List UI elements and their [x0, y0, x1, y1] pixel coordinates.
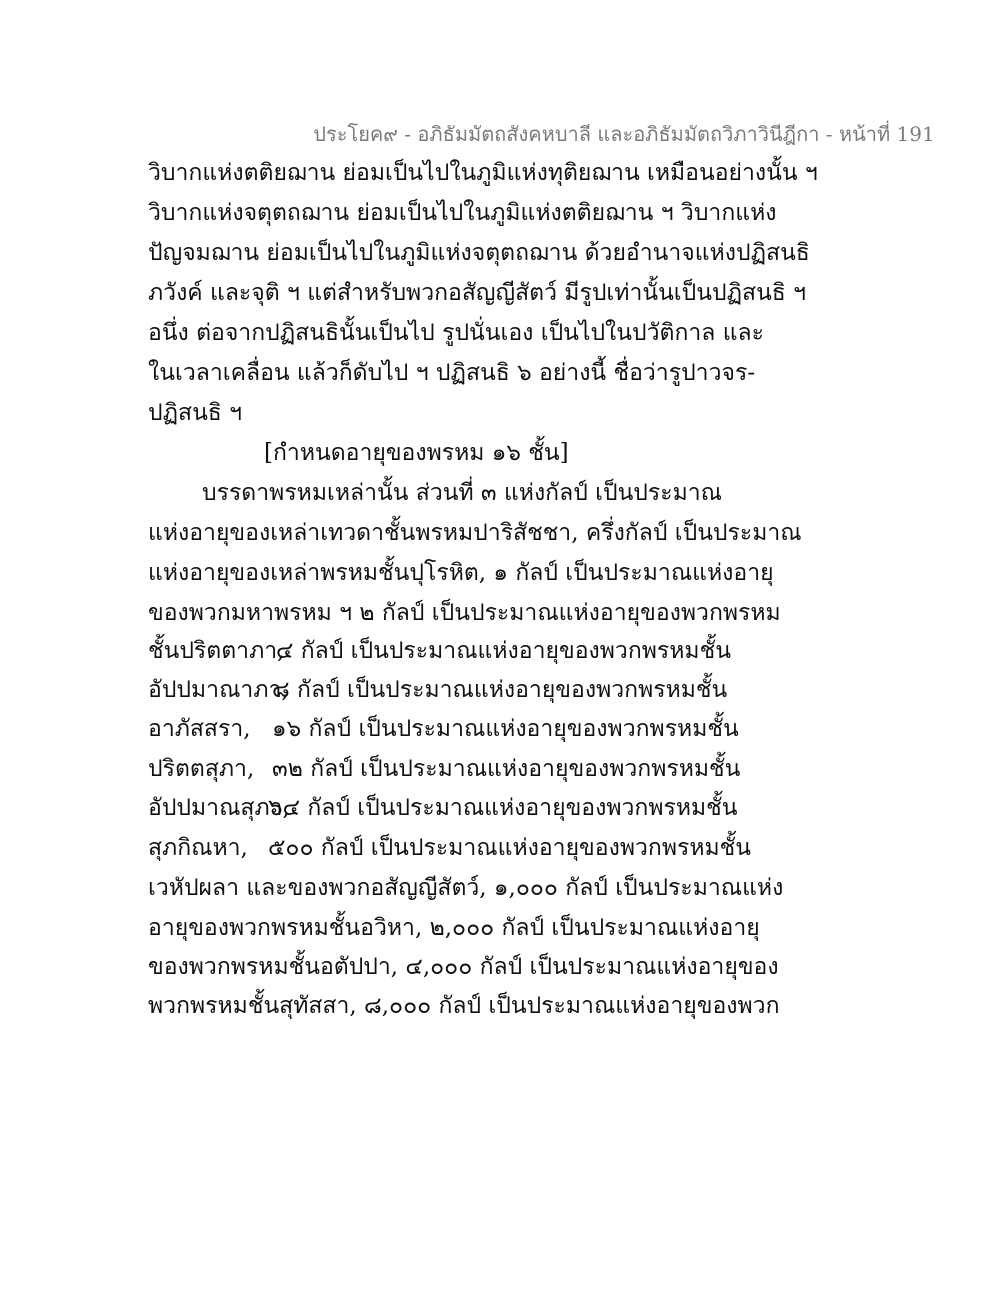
page-header-text: ประโยค๙ - อภิธัมมัตถสังคหบาลี และอภิธัมมัตถวิภาวินีฎีกา - หน้าที่ 191: [313, 122, 935, 146]
text-line: แห่งอายุของเหล่าพรหมชั้นปุโรหิต, ๑ กัลป์ เป็นประมาณแห่งอายุ: [148, 560, 774, 586]
realm-name: อัปปมาณสุภา,: [148, 795, 290, 821]
realm-lifespan: ๔ กัลป์ เป็นประมาณแห่งอายุของพวกพรหมชั้น: [276, 638, 731, 664]
text-line: บรรดาพรหมเหล่านั้น ส่วนที่ ๓ แห่งกัลป์ เป็นประมาณ: [202, 480, 723, 506]
text-line: ภวังค์ และจุติ ฯ แต่สำหรับพวกอสัญญีสัตว์ มีรูปเท่านั้นเป็นปฏิสนธิ ฯ: [148, 280, 807, 306]
text-line: ในเวลาเคลื่อน แล้วก็ดับไป ฯ ปฏิสนธิ ๖ อย่างนี้ ชื่อว่ารูปาวจร-: [148, 360, 756, 386]
text-line: พวกพรหมชั้นสุทัสสา, ๘,๐๐๐ กัลป์ เป็นประมาณแห่งอายุของพวก: [148, 993, 780, 1019]
realm-name: อัปปมาณาภา,: [148, 677, 289, 703]
text-line: อายุของพวกพรหมชั้นอวิหา, ๒,๐๐๐ กัลป์ เป็นประมาณแห่งอายุ: [148, 915, 760, 941]
realm-name: ชั้นปริตตาภา,: [148, 638, 285, 664]
page-header: [0, 118, 1000, 150]
text-line: ปฏิสนธิ ฯ: [148, 400, 243, 426]
text-line: วิบากแห่งจตุตถฌาน ย่อมเป็นไปในภูมิแห่งตติยฌาน ฯ วิบากแห่ง: [148, 200, 777, 226]
realm-name: ปริตตสุภา,: [148, 756, 255, 782]
text-line: ปัญจมฌาน ย่อมเป็นไปในภูมิแห่งจตุตถฌาน ด้วยอำนาจแห่งปฏิสนธิ: [148, 240, 810, 266]
realm-lifespan: ๘ กัลป์ เป็นประมาณแห่งอายุของพวกพรหมชั้น: [272, 677, 728, 703]
text-line: แห่งอายุของเหล่าเทวดาชั้นพรหมปาริสัชชา, ครึ่งกัลป์ เป็นประมาณ: [148, 520, 802, 546]
text-line: เวหัปผลา และของพวกอสัญญีสัตว์, ๑,๐๐๐ กัลป์ เป็นประมาณแห่ง: [148, 875, 784, 901]
realm-lifespan: ๖๔ กัลป์ เป็นประมาณแห่งอายุของพวกพรหมชั้น: [268, 795, 738, 821]
realm-lifespan: ๑๖ กัลป์ เป็นประมาณแห่งอายุของพวกพรหมชั้น: [272, 716, 739, 742]
realm-name: สุภกิณหา,: [148, 835, 248, 861]
text-line: ของพวกมหาพรหม ฯ ๒ กัลป์ เป็นประมาณแห่งอายุของพวกพรหม: [148, 600, 781, 626]
section-heading: [กำหนดอายุของพรหม ๑๖ ชั้น]: [264, 440, 569, 466]
text-line: อนึ่ง ต่อจากปฏิสนธินั้นเป็นไป รูปนั่นเอง เป็นไปในปวัติกาล และ: [148, 320, 764, 346]
realm-name: อาภัสสรา,: [148, 716, 251, 742]
text-line: ของพวกพรหมชั้นอตัปปา, ๔,๐๐๐ กัลป์ เป็นประมาณแห่งอายุของ: [148, 954, 779, 980]
text-line: วิบากแห่งตติยฌาน ย่อมเป็นไปในภูมิแห่งทุติยฌาน เหมือนอย่างนั้น ฯ: [148, 160, 818, 186]
realm-lifespan: ๓๒ กัลป์ เป็นประมาณแห่งอายุของพวกพรหมชั้น: [272, 756, 741, 782]
realm-lifespan: ๕๐๐ กัลป์ เป็นประมาณแห่งอายุของพวกพรหมชั้น: [268, 835, 751, 861]
